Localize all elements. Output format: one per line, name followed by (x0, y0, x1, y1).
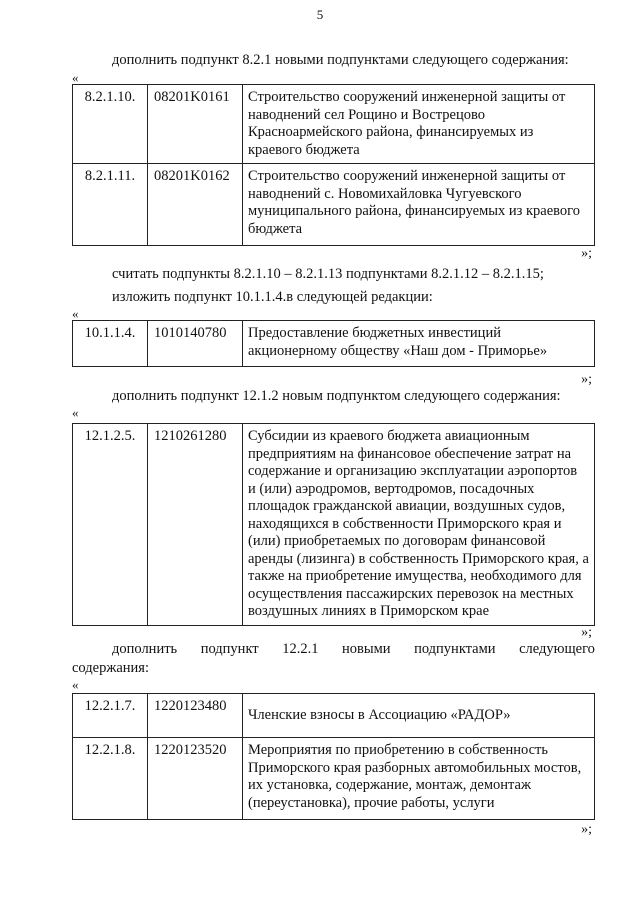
description-line: акционерному обществу «Наш дом - Приморье» (248, 342, 548, 359)
table-12-1-2 (72, 423, 595, 626)
row-kbk: 08201K0161 (148, 85, 243, 164)
description-line: аренды (лизинга) в собственность Приморского края, а (248, 550, 589, 567)
description-line: муниципального района, финансируемых из краевого (248, 203, 581, 219)
row-code: 8.2.1.11. (73, 164, 148, 246)
table-10-1-1-4 (72, 320, 595, 367)
word: дополнить (112, 641, 178, 657)
description-line: предприятиям на финансовое обеспечение затрат на (248, 445, 572, 462)
close-quote: »; (581, 822, 592, 837)
row-description (243, 164, 595, 246)
open-quote: « (72, 306, 79, 321)
row-code: 12.2.1.7. (73, 694, 148, 738)
row-kbk: 1210261280 (148, 424, 243, 626)
paragraph-add-12-1-2: дополнить подпункт 12.1.2 новым подпунктом следующего содержания: (112, 388, 561, 404)
row-code: 12.2.1.8. (73, 738, 148, 820)
description-line: Мероприятия по приобретению в собственность (248, 742, 548, 758)
row-kbk: 1010140780 (148, 321, 243, 367)
description-line: Строительство сооружений инженерной защиты от (248, 89, 566, 105)
description-line: воздушных линиях в Приморском крае (248, 603, 490, 619)
close-quote: »; (581, 246, 592, 261)
row-kbk: 1220123480 (148, 694, 243, 738)
word: подпунктами (414, 641, 496, 657)
row-description (243, 694, 595, 738)
description-line: Предоставление бюджетных инвестиций (248, 325, 501, 341)
close-quote: »; (581, 372, 592, 387)
row-description (243, 424, 595, 626)
description-line: (или) приобретаемых по договорам финансовой (248, 533, 546, 549)
table-row (73, 164, 595, 246)
description-line: и (или) аэродромов, вертодромов, посадочных (248, 480, 535, 497)
table-row (73, 85, 595, 164)
paragraph-continuation: содержания: (72, 660, 150, 676)
description-line: наводнений с. Новомихайловка Чугуевского (248, 185, 522, 202)
open-quote: « (72, 677, 79, 692)
table-row (73, 738, 595, 820)
row-description (243, 321, 595, 367)
paragraph-add-12-2-1 (112, 641, 595, 658)
open-quote: « (72, 405, 79, 420)
description-line: Приморского края разборных автомобильных мостов, (248, 759, 582, 776)
table-12-2-1 (72, 693, 595, 820)
paragraph-restate-10-1-1-4: изложить подпункт 10.1.1.4.в следующей редакции: (112, 289, 433, 305)
row-code: 12.1.2.5. (73, 424, 148, 626)
description-line: площадок гражданской авиации, воздушных судов, (248, 498, 566, 514)
row-description (243, 85, 595, 164)
description-line: находящихся в собственности Приморского края и (248, 515, 562, 532)
description-line: Членские взносы в Ассоциацию «РАДОР» (248, 706, 511, 723)
description-line: наводнений сел Рощино и Вострецово (248, 106, 485, 123)
description-line: Строительство сооружений инженерной защиты от (248, 168, 566, 184)
table-row (73, 424, 595, 626)
word: новыми (341, 641, 391, 657)
word: подпункт (200, 641, 259, 657)
table-8-2-1 (72, 84, 595, 246)
open-quote: « (72, 70, 79, 85)
description-line: бюджета (248, 220, 303, 237)
description-line: осуществления пассажирских перевозок на местных (248, 585, 574, 602)
table-row (73, 694, 595, 738)
row-kbk: 1220123520 (148, 738, 243, 820)
description-line: Субсидии из краевого бюджета авиационным (248, 428, 530, 444)
row-code: 10.1.1.4. (73, 321, 148, 367)
table-row (73, 321, 595, 367)
close-quote: »; (581, 625, 592, 640)
description-line: (переустановка), прочие работы, услуги (248, 794, 495, 811)
row-code: 8.2.1.10. (73, 85, 148, 164)
paragraph-add-8-2-1: дополнить подпункт 8.2.1 новыми подпунктами следующего содержания: (112, 52, 569, 68)
description-line: содержание и организацию эксплуатации аэропортов (248, 463, 578, 479)
page-number: 5 (316, 7, 324, 22)
description-line: Красноармейского района, финансируемых из (248, 124, 534, 140)
description-line: также на приобретение имущества, необходимого для (248, 568, 582, 584)
word: следующего (519, 641, 595, 657)
description-line: их установка, содержание, монтаж, демонтаж (248, 777, 531, 793)
paragraph-renumber: считать подпункты 8.2.1.10 – 8.2.1.13 подпунктами 8.2.1.12 – 8.2.1.15; (112, 266, 544, 282)
word: 12.2.1 (282, 641, 319, 657)
row-description (243, 738, 595, 820)
description-line: краевого бюджета (248, 141, 360, 158)
row-kbk: 08201K0162 (148, 164, 243, 246)
